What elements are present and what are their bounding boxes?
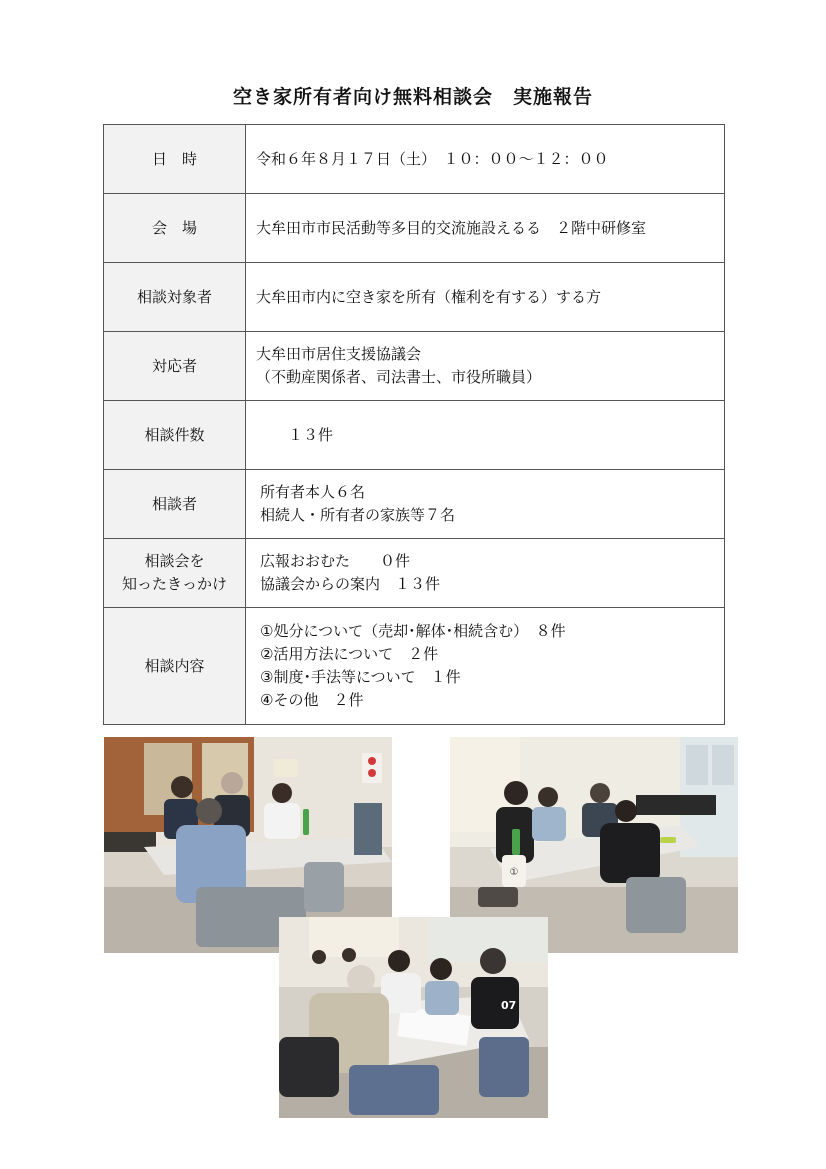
- row-label-count: 相談件数: [104, 401, 246, 470]
- table-row: [104, 194, 725, 263]
- table-row: [104, 125, 725, 194]
- row-label-datetime: 日 時: [104, 125, 246, 194]
- row-value-consultees: [246, 470, 725, 539]
- row-label-responders: 対応者: [104, 332, 246, 401]
- value-line: ①処分について（売却･解体･相続含む） ８件: [260, 622, 566, 640]
- value-line: 広報おおむた ０件: [260, 552, 411, 570]
- value-line: ②活用方法について ２件: [260, 645, 439, 663]
- row-label-venue: 会 場: [104, 194, 246, 263]
- row-value-content: [246, 608, 725, 725]
- row-value-count: １３件: [246, 401, 725, 470]
- table-row: [104, 470, 725, 539]
- row-label-source: [104, 539, 246, 608]
- value-line: 協議会からの案内 １３件: [260, 575, 441, 593]
- row-label-content: 相談内容: [104, 608, 246, 725]
- row-label-consultees: 相談者: [104, 470, 246, 539]
- row-value-source: [246, 539, 725, 608]
- table-row: [104, 539, 725, 608]
- value-line: ③制度･手法等について １件: [260, 668, 461, 686]
- row-value-responders: [246, 332, 725, 401]
- consultation-photo-3: [279, 917, 548, 1118]
- row-value-target: 大牟田市内に空き家を所有（権利を有する）する方: [246, 263, 725, 332]
- value-line: 相続人・所有者の家族等７名: [260, 506, 456, 524]
- table-row: [104, 332, 725, 401]
- table-row: [104, 608, 725, 725]
- label-line: 知ったきっかけ: [121, 575, 227, 593]
- value-line: ④その他 ２件: [260, 691, 364, 709]
- row-label-target: 相談対象者: [104, 263, 246, 332]
- value-line: 大牟田市居住支援協議会: [256, 345, 422, 363]
- value-line: 所有者本人６名: [260, 483, 366, 501]
- row-value-datetime: 令和６年８月１７日（土） １０：００～１２：００: [246, 125, 725, 194]
- shirt-text: 07: [501, 999, 517, 1012]
- value-line: （不動産関係者、司法書士、市役所職員）: [256, 368, 542, 386]
- table-row: [104, 263, 725, 332]
- label-line: 相談会を: [144, 552, 205, 570]
- report-table: [103, 124, 725, 725]
- page-title: 空き家所有者向け無料相談会 実施報告: [232, 86, 593, 108]
- table-row: [104, 401, 725, 470]
- card-text: ①: [509, 867, 519, 878]
- row-value-venue: 大牟田市市民活動等多目的交流施設えるる ２階中研修室: [246, 194, 725, 263]
